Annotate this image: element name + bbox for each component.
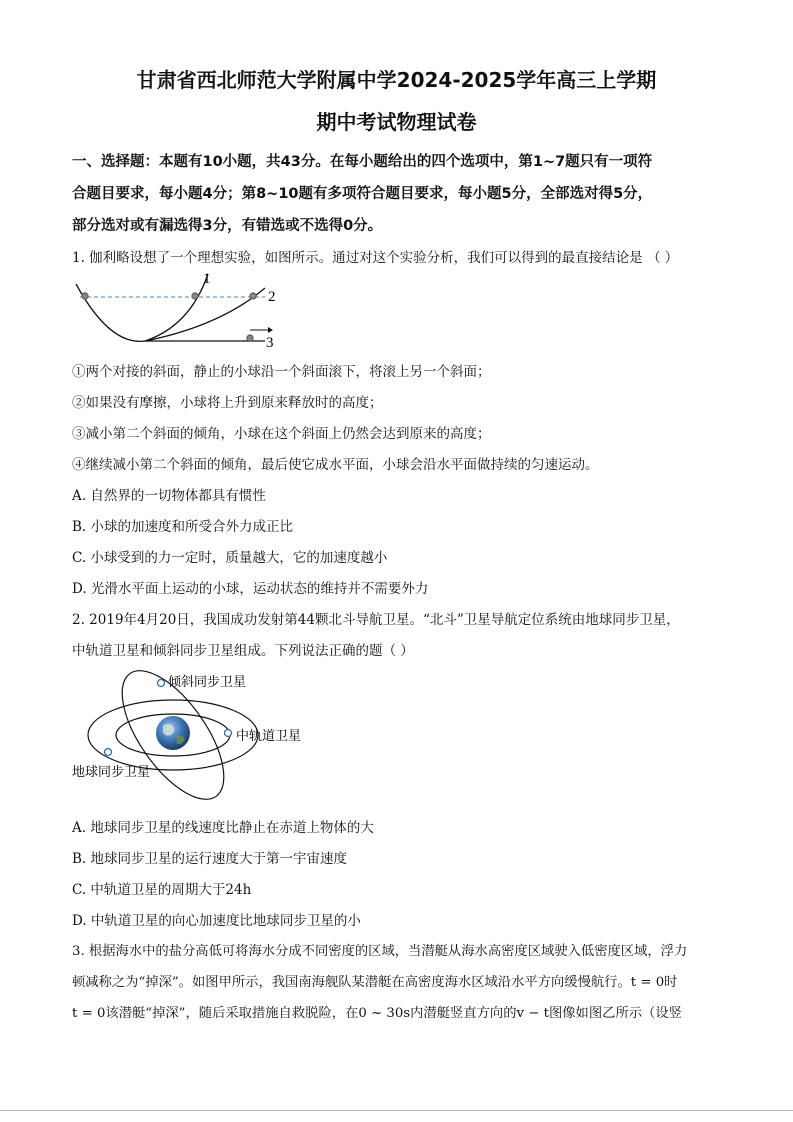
- section-instruction-line3: 部分选对或有漏选得3分，有错选或不选得0分。: [72, 218, 383, 234]
- q2-option-c: C. 中轨道卫星的周期大于24h: [72, 882, 252, 898]
- inclined-satellite: [158, 680, 165, 687]
- q1-ball-1: [192, 293, 198, 299]
- q1-incline-figure: [70, 266, 285, 348]
- q1-step-1: ①两个对接的斜面，静止的小球沿一个斜面滚下，将滚上另一个斜面；: [72, 364, 491, 380]
- geo-satellite-label: 地球同步卫星: [72, 765, 151, 780]
- q2-orbit-figure: [70, 664, 315, 809]
- q3-line1: 3. 根据海水中的盐分高低可将海水分成不同密度的区域，当潜艇从海水高密度区域驶入低密度区域，浮力: [72, 944, 688, 959]
- section-instruction-line2: 合题目要求，每小题4分；第8~10题有多项符合题目要求，每小题5分，全部选对得5分，: [72, 186, 653, 202]
- q3-line3: t = 0该潜艇“掉深”，随后采取措施自救脱险，在0 ~ 30s内潜艇竖直方向的v − t图像如图乙所示（设竖: [72, 1006, 682, 1021]
- q2-stem-line1: 2. 2019年4月20日，我国成功发射第44颗北斗导航卫星。“北斗”卫星导航定位系统由地球同步卫星，: [72, 612, 680, 628]
- q2-option-b: B. 地球同步卫星的运行速度大于第一宇宙速度: [72, 851, 348, 867]
- q1-option-c: C. 小球受到的力一定时，质量越大，它的加速度越小: [72, 550, 388, 566]
- q1-arrow-head: [268, 327, 273, 333]
- exam-title-line2: 期中考试物理试卷: [316, 110, 477, 134]
- q1-option-b: B. 小球的加速度和所受合外力成正比: [72, 519, 294, 535]
- q1-left-incline: [76, 284, 145, 341]
- q1-label-3: 3: [266, 335, 274, 348]
- q1-ball-2: [250, 293, 256, 299]
- earth-icon: [156, 716, 190, 750]
- q3-line2: 顿减称之为“掉深”。如图甲所示，我国南海舰队某潜艇在高密度海水区域沿水平方向缓慢航行。t = 0时: [72, 975, 678, 990]
- q1-option-d: D. 光滑水平面上运动的小球，运动状态的维持并不需要外力: [72, 581, 429, 597]
- q1-incline-1: [145, 274, 208, 341]
- q1-label-1: 1: [203, 271, 211, 287]
- inclined-satellite-label: 倾斜同步卫星: [168, 675, 247, 690]
- q2-stem-line2: 中轨道卫星和倾斜同步卫星组成。下列说法正确的题（ ）: [72, 643, 414, 659]
- q1-ball-start: [82, 293, 88, 299]
- q1-ball-3: [247, 335, 253, 341]
- medium-satellite-label: 中轨道卫星: [236, 729, 302, 744]
- page-bottom-rule: [0, 1110, 793, 1111]
- q2-option-d: D. 中轨道卫星的向心加速度比地球同步卫星的小: [72, 913, 361, 929]
- q1-label-2: 2: [268, 289, 276, 305]
- q1-step-3: ③减小第二个斜面的倾角，小球在这个斜面上仍然会达到原来的高度；: [72, 426, 491, 442]
- exam-title-line1: 甘肃省西北师范大学附属中学2024-2025学年高三上学期: [136, 68, 657, 92]
- q1-stem: 1. 伽利略设想了一个理想实验，如图所示。通过对这个实验分析，我们可以得到的最直接结论是 （ ）: [72, 250, 679, 266]
- q2-option-a: A. 地球同步卫星的线速度比静止在赤道上物体的大: [72, 820, 374, 836]
- q1-step-4: ④继续减小第二个斜面的倾角，最后使它成水平面，小球会沿水平面做持续的匀速运动。: [72, 457, 599, 473]
- q1-option-a: A. 自然界的一切物体都具有惯性: [72, 488, 266, 504]
- geo-satellite: [105, 749, 112, 756]
- medium-satellite: [225, 730, 232, 737]
- section-instruction-line1: 一、选择题：本题有10小题，共43分。在每小题给出的四个选项中，第1~7题只有一项符: [72, 154, 653, 170]
- q1-step-2: ②如果没有摩擦，小球将上升到原来释放时的高度；: [72, 395, 383, 411]
